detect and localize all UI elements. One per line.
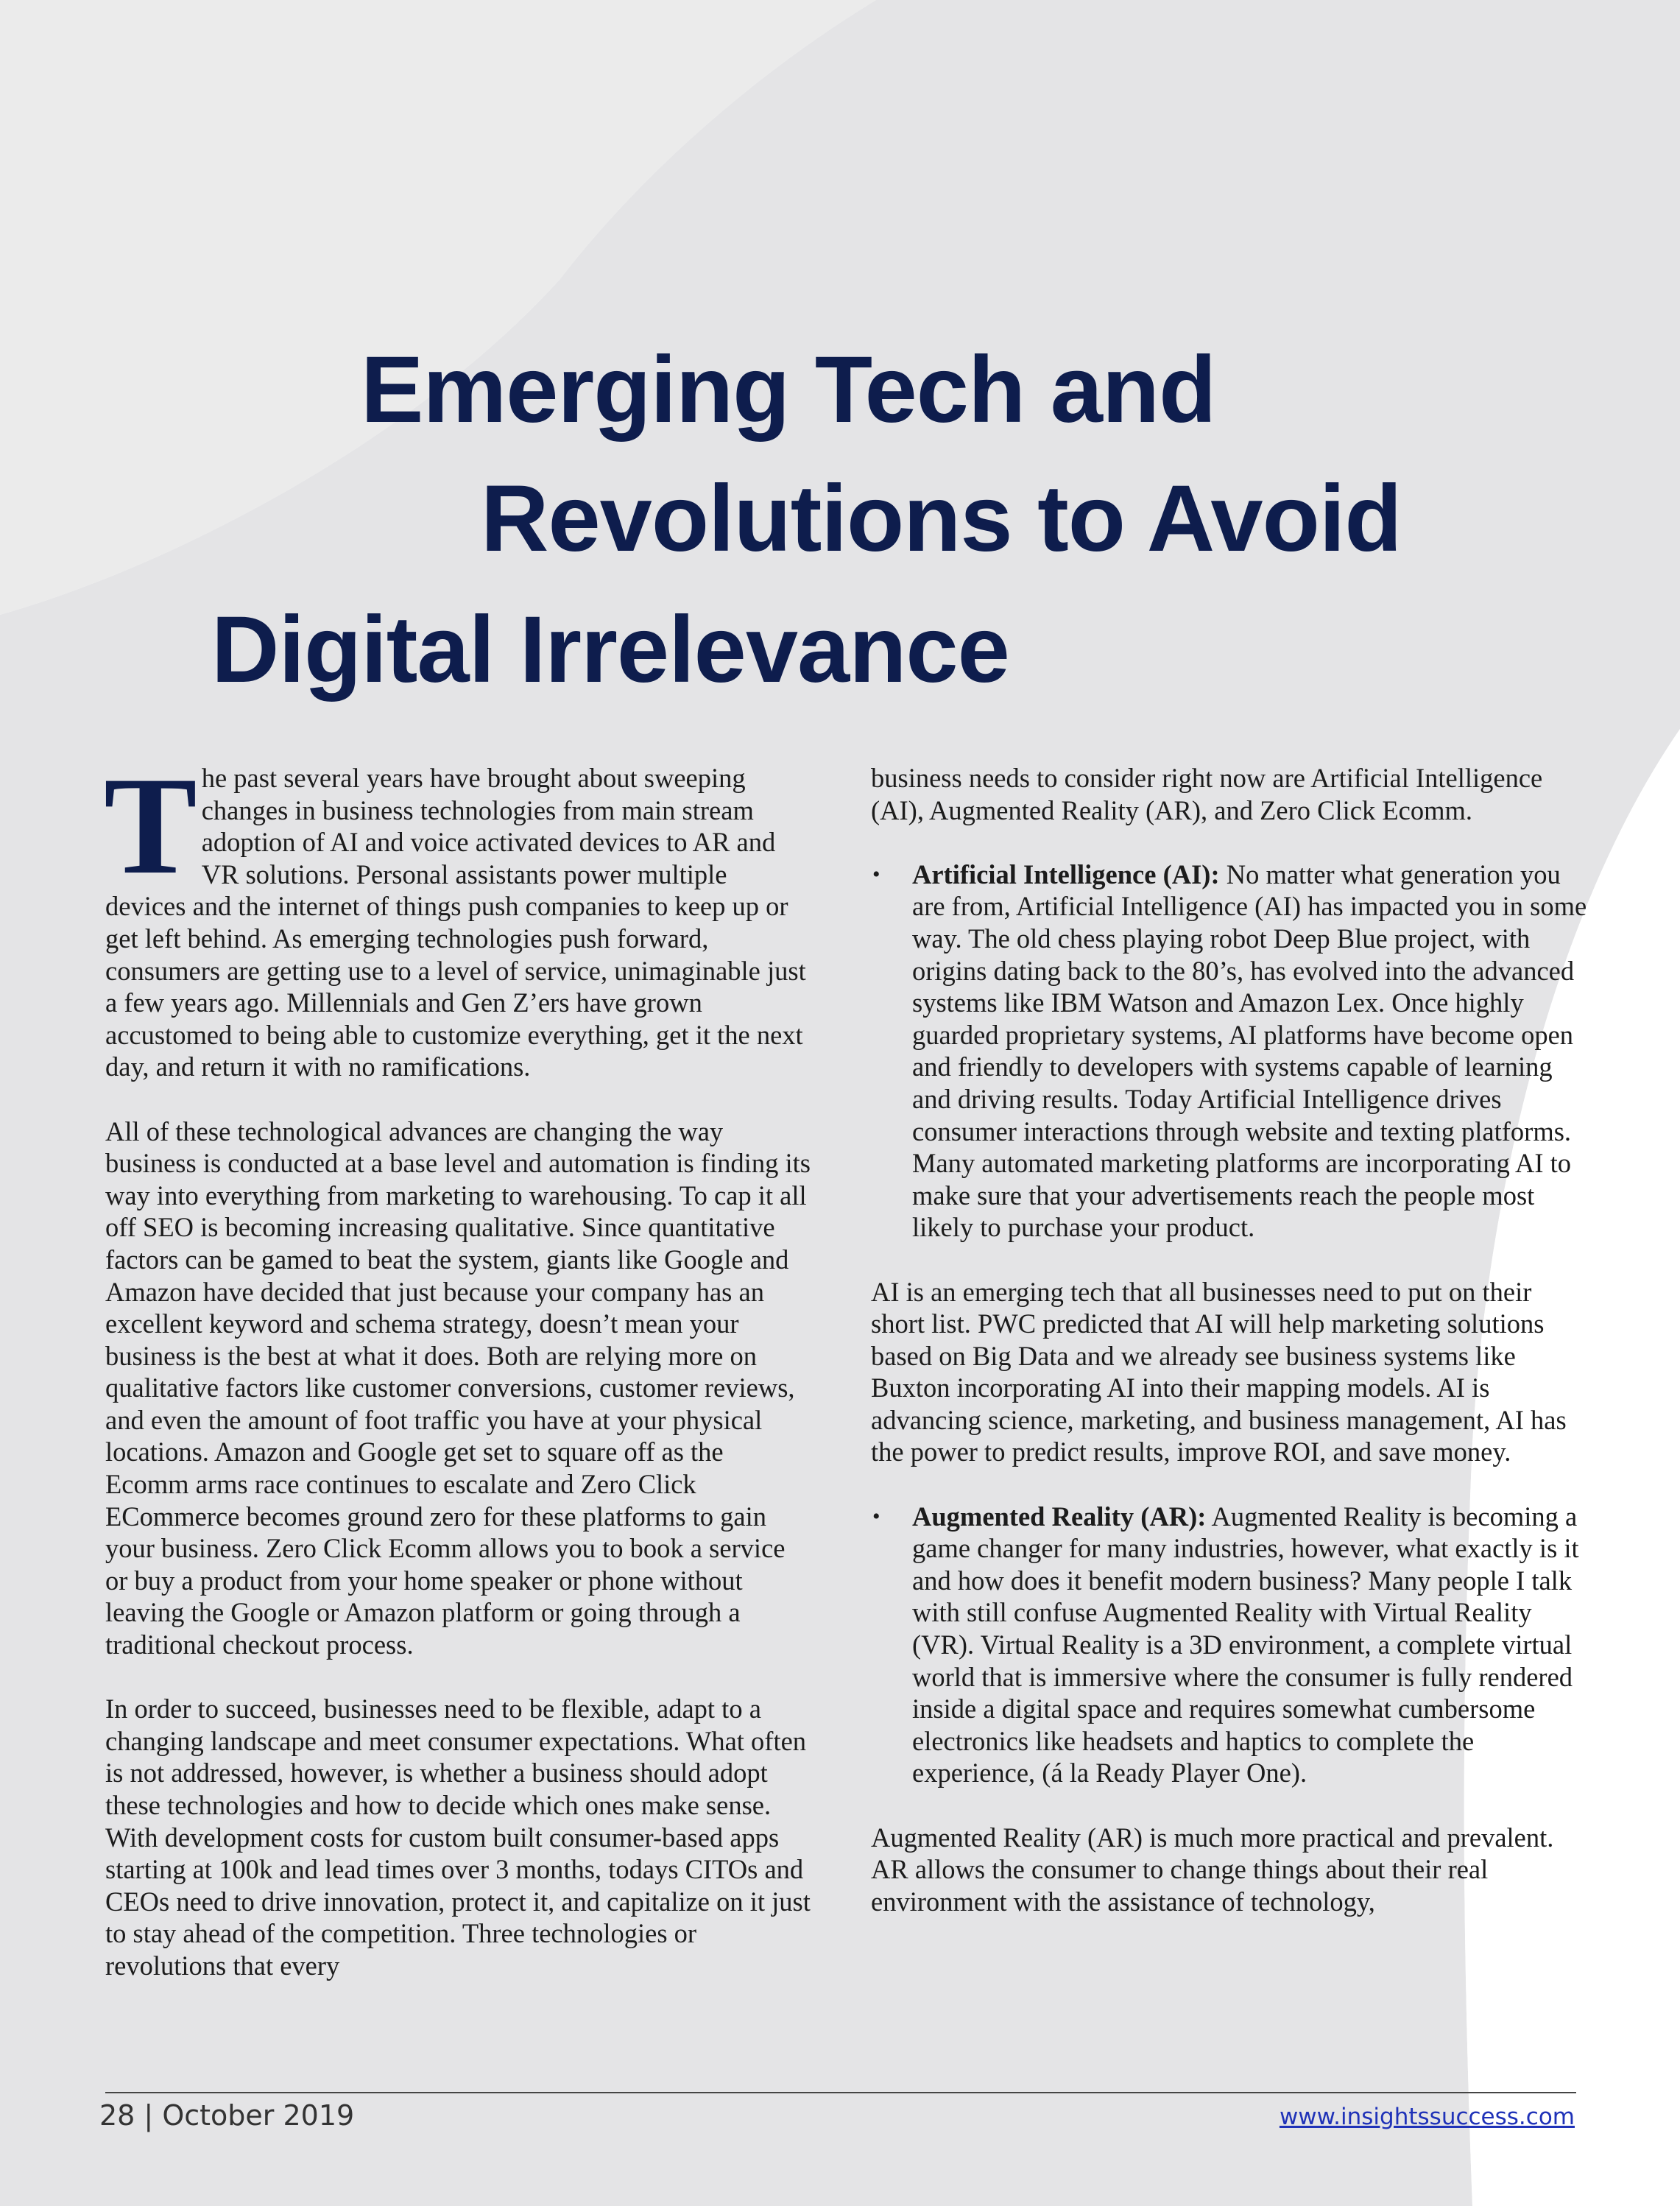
bullet-item-ar bbox=[871, 1501, 1589, 1789]
bullet-item-ai bbox=[871, 859, 1589, 1244]
ar-bullet-list bbox=[871, 1501, 1589, 1789]
intro-paragraph bbox=[104, 749, 813, 1083]
bullet-text-ar: Augmented Reality is becoming a game changer for many industries, however, what exactly is it and how does it benefit modern business? Many people I talk with still confuse Augmented Reality with Virtual Reality (VR). Virtual Reality is a 3D environment, a complete virtual world that is immersive where the consumer is fully rendered inside a digital space and requires somewhat cumbersome electronics like headsets and haptics to complete the experience, (á la Ready Player One). bbox=[912, 1501, 1579, 1789]
article-left-column bbox=[104, 749, 813, 2014]
page-title-line-2: Revolutions to Avoid bbox=[481, 466, 1402, 571]
page-title-line-3: Digital Irrelevance bbox=[211, 597, 1009, 702]
bullet-dot-icon: • bbox=[872, 1504, 880, 1529]
page-title-line-1: Emerging Tech and bbox=[361, 337, 1216, 443]
footer-divider bbox=[105, 2092, 1576, 2093]
drop-cap: T bbox=[104, 749, 197, 903]
continuation-paragraph: business needs to consider right now are Artificial Intelligence (AI), Augmented Reality (AR), and Zero Click Ecomm. bbox=[871, 763, 1543, 825]
bullet-dot-icon: • bbox=[872, 861, 880, 887]
ai-paragraph: AI is an emerging tech that all businesses need to put on their short list. PWC predicted that AI will help marketing solutions based on Big Data and we already see business systems like Buxton incorporating AI into their mapping models. AI is advancing science, marketing, and business management, AI has the power to predict results, improve ROI, and save money. bbox=[871, 1276, 1567, 1467]
ai-bullet-list bbox=[871, 859, 1589, 1244]
footer-website-link[interactable]: www.insightssuccess.com bbox=[1279, 2104, 1575, 2130]
bullet-text-ai: No matter what generation you are from, Artificial Intelligence (AI) has impacted you in some way. The old chess playing robot Deep Blue project, with origins dating back to the 80’s, has evolved into the advanced systems like IBM Watson and Amazon Lex. Once highly guarded proprietary systems, AI platforms have become open and friendly to developers with systems capable of learning and driving results. Today Artificial Intelligence drives consumer interactions through website and texting platforms. Many automated marketing platforms are incorporating AI to make sure that your advertisements reach the people most likely to purchase your product. bbox=[912, 859, 1587, 1243]
body-paragraph-2: All of these technological advances are changing the way business is conducted at a base level and automation is finding its way into everything from marketing to warehousing. To cap it all off SEO is becoming increasing qualitative. Since quantitative factors can be gamed to beat the system, giants like Google and Amazon have decided that just because your company has an excellent keyword and schema strategy, doesn’t mean your business is the best at what it does. Both are relying more on qualitative factors like customer conversions, customer reviews, and even the amount of foot traffic you have at your physical locations. Amazon and Google get set to square off as the Ecomm arms race continues to escalate and Zero Click ECommerce becomes ground zero for these platforms to gain your business. Zero Click Ecomm allows you to book a service or buy a product from your home speaker or phone without leaving the Google or Amazon platform or going through a traditional checkout process. bbox=[105, 1116, 811, 1660]
article-right-column bbox=[871, 762, 1589, 1950]
bullet-term-ar: Augmented Reality (AR): bbox=[912, 1501, 1207, 1532]
footer-page-info: 28 | October 2019 bbox=[99, 2099, 355, 2132]
ar-paragraph: Augmented Reality (AR) is much more practical and prevalent. AR allows the consumer to change things about their real environment with the assistance of technology, bbox=[871, 1822, 1554, 1917]
intro-text: he past several years have brought about sweeping changes in business technologies from main stream adoption of AI and voice activated devices to AR and VR solutions. Personal assistants power multiple devices and the internet of things push companies to keep up or get left behind. As emerging technologies push forward, consumers are getting use to a level of service, unimaginable just a few years ago. Millennials and Gen Z’ers have grown accustomed to being able to customize everything, get it the next day, and return it with no ramifications. bbox=[105, 763, 806, 1082]
bullet-term-ai: Artificial Intelligence (AI): bbox=[912, 859, 1220, 889]
body-paragraph-3: In order to succeed, businesses need to be flexible, adapt to a changing landscape and meet consumer expectations. What often is not addressed, however, is whether a business should adopt these technologies and how to decide which ones make sense. With development costs for custom built consumer-based apps starting at 100k and lead times over 3 months, todays CITOs and CEOs need to drive innovation, protect it, and capitalize on it just to stay ahead of the competition. Three technologies or revolutions that every bbox=[105, 1694, 811, 1981]
